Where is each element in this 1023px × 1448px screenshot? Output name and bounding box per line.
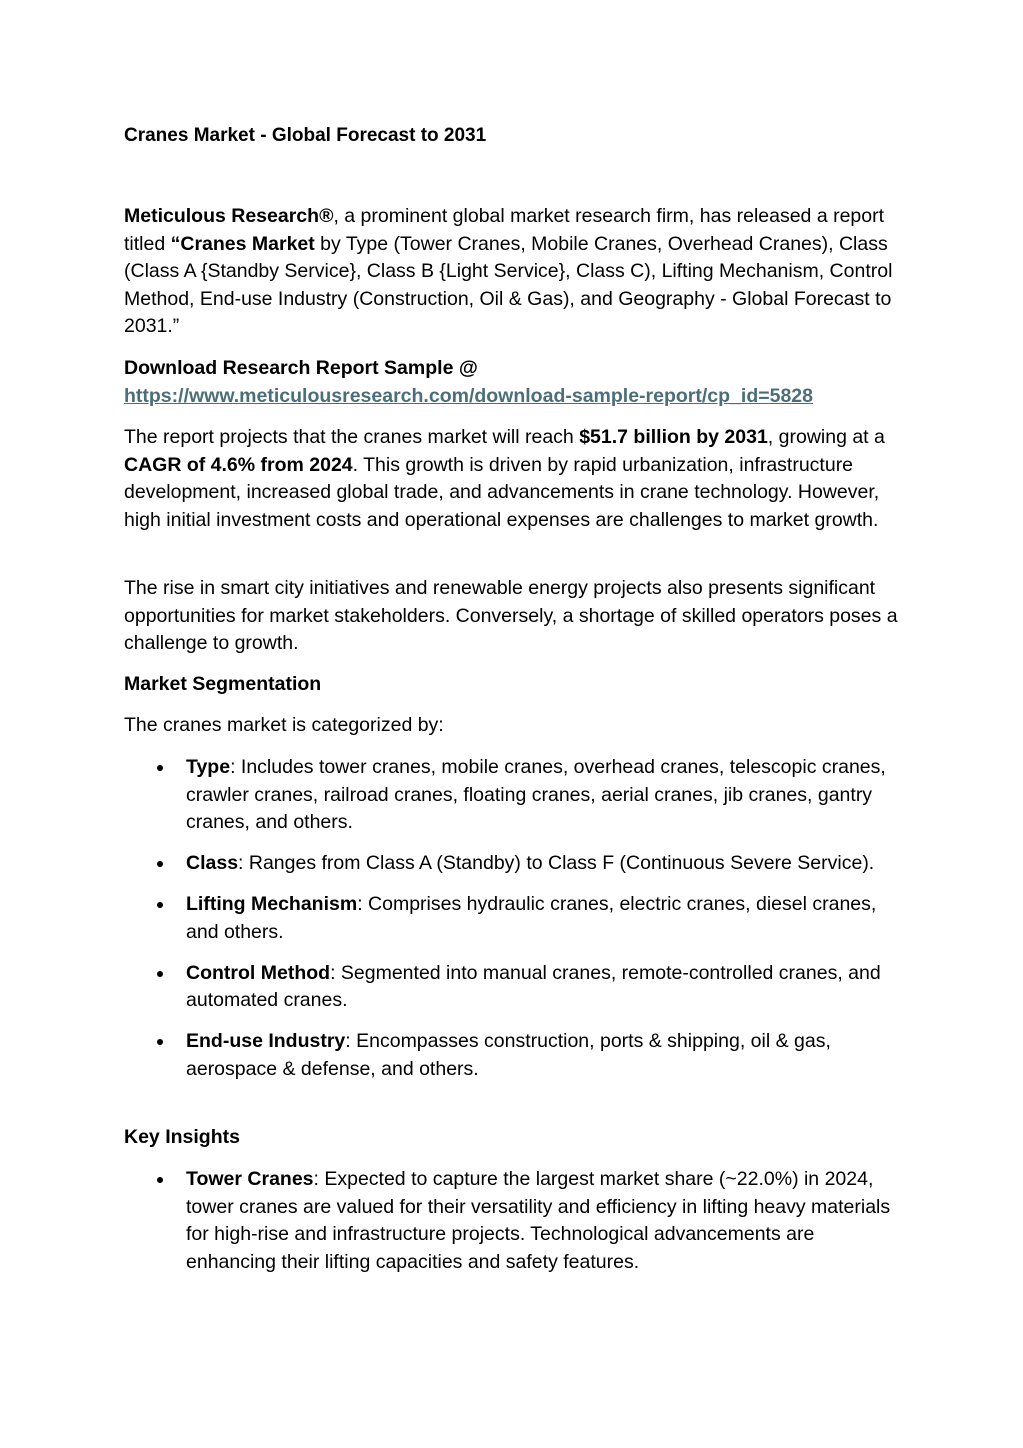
list-item: [124, 1028, 904, 1083]
key-insights-heading: Key Insights: [124, 1126, 240, 1148]
bullet-icon: [157, 1177, 163, 1183]
bullet-icon: [157, 1039, 163, 1045]
forecast-text-2: , growing at a: [767, 426, 885, 448]
download-section: [124, 355, 904, 410]
intro-text-1: , a prominent global market research firm, has released a report titled: [124, 205, 885, 255]
market-value: $51.7 billion by 2031: [579, 426, 768, 448]
intro-text-2: by Type (Tower Cranes, Mobile Cranes, Overhead Cranes), Class (Class A {Standby Service}, Class B {Light Service}, Class C), Lifting Mechanism, Control Method, End-use Industry (Construction, Oil & Gas), and Geography - Global Forecast to 2031.”: [124, 232, 893, 338]
list-item-text: : Ranges from Class A (Standby) to Class F (Continuous Severe Service).: [238, 852, 875, 875]
segmentation-list: [124, 754, 904, 1097]
download-label: Download Research Report Sample @: [124, 357, 478, 379]
list-item-term: Class: [186, 852, 239, 875]
download-sample-link[interactable]: https://www.meticulousresearch.com/download-sample-report/cp_id=5828: [124, 384, 813, 407]
forecast-text-3: . This growth is driven by rapid urbanization, infrastructure development, increased global trade, and advancements in crane technology. However, high initial investment costs and operational expenses are challenges to market growth.: [124, 453, 880, 531]
list-item: [124, 1166, 904, 1276]
intro-paragraph: [124, 203, 904, 341]
list-item: [124, 754, 904, 837]
document-title: Cranes Market - Global Forecast to 2031: [124, 125, 487, 146]
list-item-text: : Segmented into manual cranes, remote-controlled cranes, and automated cranes.: [186, 961, 881, 1012]
list-item-term: Lifting Mechanism: [186, 893, 358, 916]
report-name: “Cranes Market: [170, 232, 315, 255]
list-item-term: Type: [186, 756, 231, 778]
segmentation-intro: The cranes market is categorized by:: [124, 714, 444, 736]
cagr-value: CAGR of 4.6% from 2024: [124, 453, 353, 476]
list-item: [124, 891, 904, 946]
bullet-icon: [157, 861, 163, 867]
forecast-text-1: The report projects that the cranes market will reach: [124, 426, 580, 448]
segmentation-heading: Market Segmentation: [124, 673, 322, 695]
list-item-text: : Encompasses construction, ports & shipping, oil & gas, aerospace & defense, and others.: [186, 1030, 831, 1080]
list-item-term: End-use Industry: [186, 1030, 346, 1053]
list-item-term: Control Method: [186, 961, 331, 984]
bullet-icon: [157, 765, 163, 771]
list-item: [124, 960, 904, 1015]
firm-name: Meticulous Research®: [124, 205, 334, 227]
list-item-text: : Comprises hydraulic cranes, electric cranes, diesel cranes, and others.: [186, 893, 877, 943]
forecast-paragraph: [124, 424, 904, 534]
list-item-text: : Expected to capture the largest market share (~22.0%) in 2024, tower cranes are valued for their versatility and efficiency in lifting heavy materials for high-rise and infrastructure projects. Technological advancements are enhancing their lifting capacities and safety features.: [186, 1168, 891, 1273]
opportunities-paragraph: The rise in smart city initiatives and renewable energy projects also presents significant opportunities for market stakeholders. Conversely, a shortage of skilled operators poses a challenge to growth.: [124, 577, 898, 655]
list-item: [124, 850, 904, 878]
list-item-text: : Includes tower cranes, mobile cranes, overhead cranes, telescopic cranes, crawler cranes, railroad cranes, floating cranes, aerial cranes, jib cranes, gantry cranes, and others.: [186, 756, 886, 834]
list-item-term: Tower Cranes: [186, 1168, 314, 1190]
bullet-icon: [157, 902, 163, 908]
key-insights-list: [124, 1166, 904, 1290]
bullet-icon: [157, 971, 163, 977]
